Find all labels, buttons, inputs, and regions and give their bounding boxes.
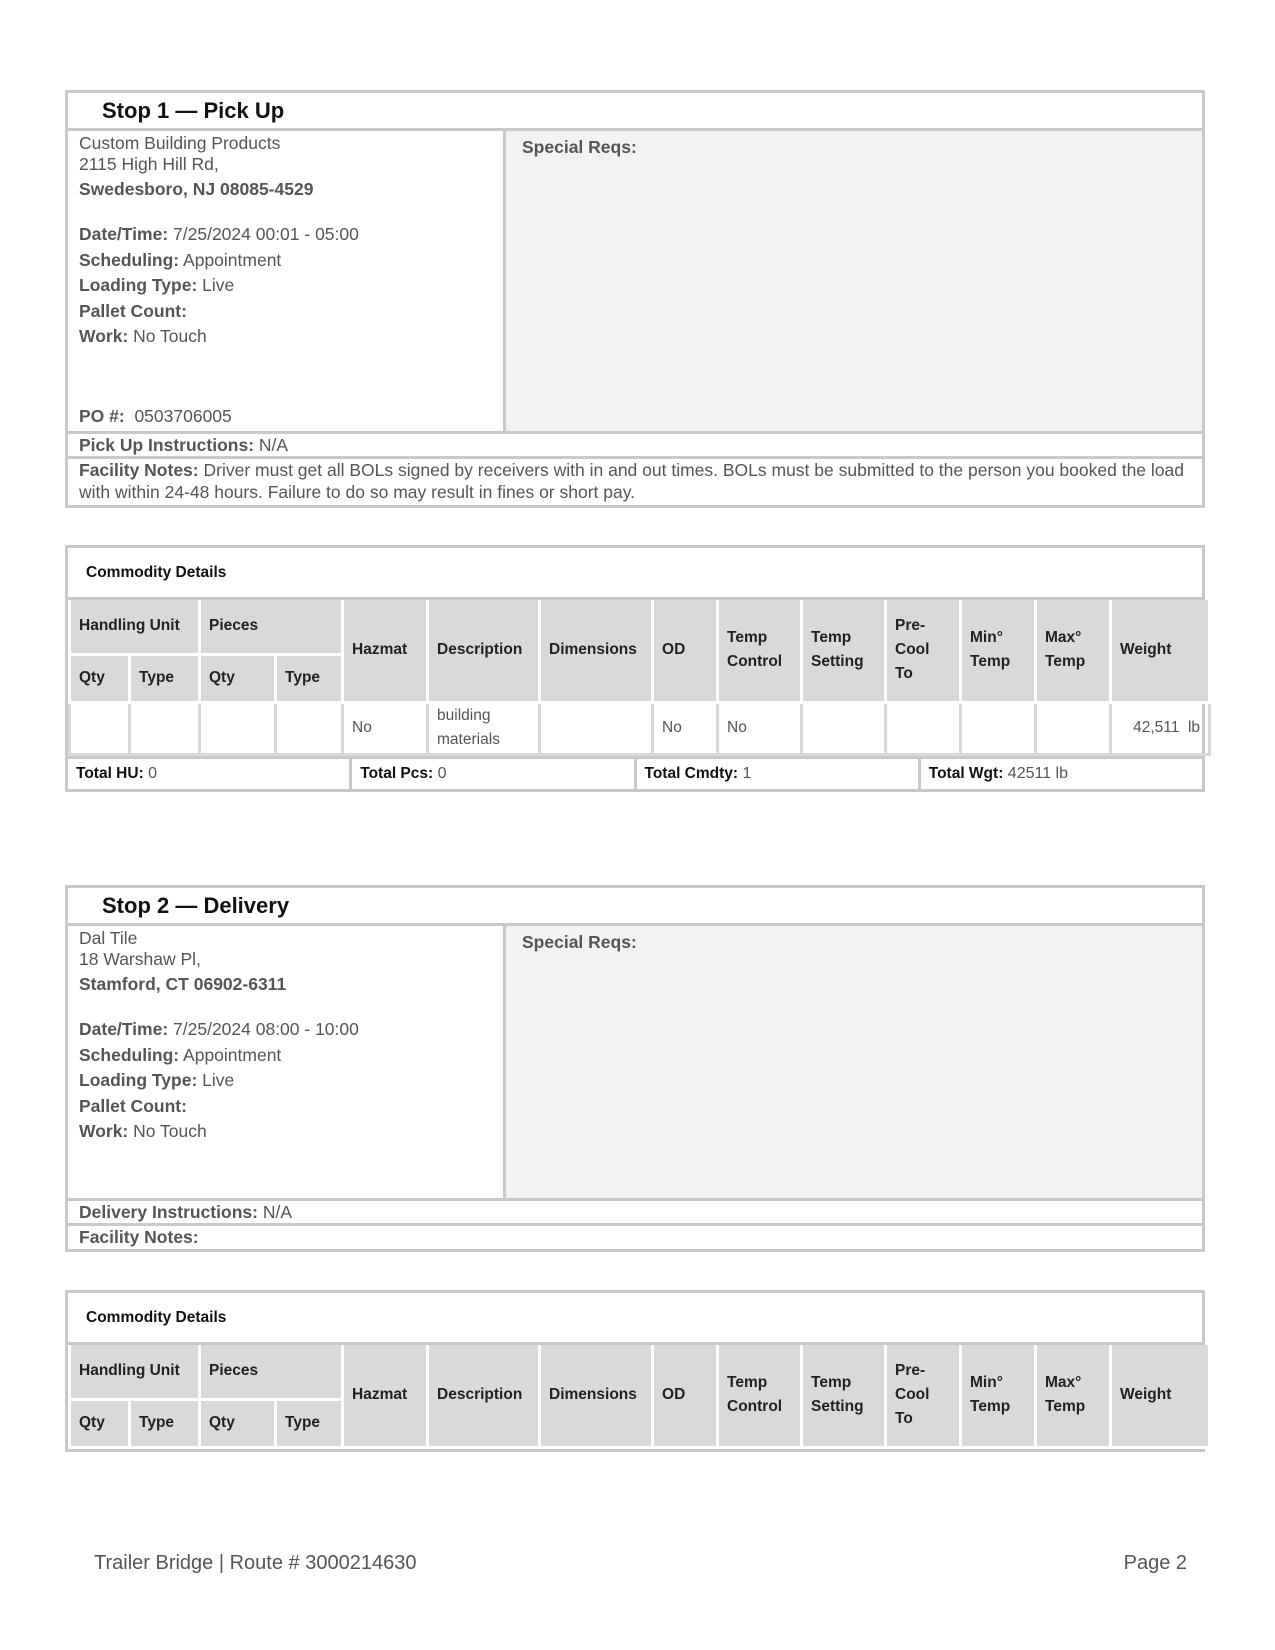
cell-min-temp [961, 702, 1036, 754]
header-hu-type: Type [130, 654, 200, 702]
cell-weight: 42,511 lb [1111, 702, 1210, 754]
stop-1-loading-type [79, 273, 493, 299]
cell-hu-qty [70, 702, 130, 754]
header-weight: Weight [1111, 1345, 1210, 1447]
stop-2-address-name: Dal Tile [79, 928, 138, 948]
header-pieces: Pieces [200, 1345, 343, 1399]
loading-type-value: Live [197, 275, 235, 295]
stop-2-pallet-count [79, 1094, 493, 1120]
scheduling-label: Scheduling: [79, 249, 180, 270]
header-max-temp: Max° Temp [1036, 600, 1111, 702]
po-value: 0503706005 [124, 406, 232, 426]
work-label: Work: [79, 1121, 129, 1141]
total-cmdty-value: 1 [738, 764, 752, 782]
stop-2-address-street: 18 Warshaw Pl, [79, 949, 201, 969]
datetime-value: 7/25/2024 08:00 - 10:00 [168, 1019, 359, 1039]
cell-temp-setting [802, 702, 886, 754]
instructions-label: Delivery Instructions: [79, 1202, 258, 1222]
stop-1-po-number [79, 405, 232, 427]
total-wgt-value: 42511 lb [1003, 764, 1069, 782]
facility-notes-label: Facility Notes: [79, 1227, 199, 1247]
header-temp-control: Temp Control [718, 1345, 802, 1447]
header-hu-qty: Qty [70, 654, 130, 702]
header-dimensions: Dimensions [540, 1345, 653, 1447]
header-precool: Pre-Cool To [886, 1345, 961, 1447]
stop-1-address-name: Custom Building Products [79, 133, 281, 153]
header-od: OD [653, 1345, 718, 1447]
commodity-title: Commodity Details [68, 548, 1202, 600]
scheduling-label: Scheduling: [79, 1044, 180, 1065]
total-hu [68, 759, 352, 789]
total-pcs-label: Total Pcs: [360, 764, 434, 782]
commodity-details-2 [65, 1290, 1205, 1452]
header-hazmat: Hazmat [343, 600, 428, 702]
stop-2-address-city: Stamford, CT 06902-6311 [79, 974, 287, 994]
total-wgt [921, 759, 1202, 789]
po-label: PO #: [79, 406, 125, 426]
facility-notes-value: Driver must get all BOLs signed by receivers with in and out times. BOLs must be submitted to the person you booked the load with within 24-48 hours. Failure to do so may result in fines or short pay. [79, 460, 1184, 502]
commodity-table [68, 1345, 1211, 1449]
scheduling-value: Appointment [179, 1044, 282, 1065]
total-cmdty-label: Total Cmdty: [644, 764, 739, 782]
total-wgt-label: Total Wgt: [928, 764, 1004, 782]
instructions-label: Pick Up Instructions: [79, 435, 255, 455]
stop-1-special-reqs: Special Reqs: [506, 131, 1202, 431]
header-handling-unit: Handling Unit [70, 1345, 200, 1399]
cell-hazmat: No [343, 702, 428, 754]
cell-od: No [653, 702, 718, 754]
cell-pcs-type [276, 702, 343, 754]
total-hu-value: 0 [143, 764, 158, 782]
header-min-temp: Min° Temp [961, 1345, 1036, 1447]
header-pcs-qty: Qty [200, 654, 276, 702]
stop-2-section [65, 885, 1205, 1252]
instructions-value: N/A [257, 1202, 292, 1222]
header-min-temp: Min° Temp [961, 600, 1036, 702]
stop-2-datetime [79, 1017, 493, 1043]
stop-1-facility-notes [68, 459, 1202, 503]
commodity-totals [68, 756, 1202, 789]
stop-1-work [79, 324, 493, 350]
header-hu-type: Type [130, 1399, 200, 1447]
cell-dimensions [540, 702, 653, 754]
cell-hu-type [130, 702, 200, 754]
header-hu-qty: Qty [70, 1399, 130, 1447]
stop-1-address-city: Swedesboro, NJ 08085-4529 [79, 179, 314, 199]
stop-2-title: Stop 2 — Delivery [68, 888, 1202, 926]
footer-page-number: Page 2 [1123, 1552, 1187, 1574]
header-temp-setting: Temp Setting [802, 1345, 886, 1447]
header-pcs-qty: Qty [200, 1399, 276, 1447]
facility-notes-label: Facility Notes: [79, 460, 199, 480]
pallet-count-label: Pallet Count: [79, 300, 187, 321]
stop-1-scheduling [79, 248, 493, 274]
commodity-details-1 [65, 545, 1205, 792]
stop-2-facility-notes [68, 1226, 1202, 1249]
header-dimensions: Dimensions [540, 600, 653, 702]
header-pcs-type: Type [276, 654, 343, 702]
stop-2-details [68, 926, 506, 1198]
loading-type-label: Loading Type: [79, 275, 198, 295]
stop-2-scheduling [79, 1043, 493, 1069]
loading-type-label: Loading Type: [79, 1070, 198, 1090]
stop-2-loading-type [79, 1068, 493, 1094]
cell-temp-control: No [718, 702, 802, 754]
header-temp-setting: Temp Setting [802, 600, 886, 702]
commodity-table [68, 600, 1211, 756]
work-value: No Touch [128, 1121, 207, 1141]
stop-2-special-reqs: Special Reqs: [506, 926, 1202, 1198]
datetime-label: Date/Time: [79, 224, 169, 244]
stop-1-instructions [68, 434, 1202, 459]
footer-route: Trailer Bridge | Route # 3000214630 [94, 1552, 417, 1574]
stop-2-instructions [68, 1201, 1202, 1226]
stop-1-address-street: 2115 High Hill Rd, [79, 154, 219, 174]
cell-precool [886, 702, 961, 754]
table-row [70, 702, 1210, 754]
loading-type-value: Live [197, 1070, 235, 1090]
pallet-count-label: Pallet Count: [79, 1095, 187, 1116]
datetime-value: 7/25/2024 00:01 - 05:00 [168, 224, 359, 244]
header-weight: Weight [1111, 600, 1210, 702]
header-max-temp: Max° Temp [1036, 1345, 1111, 1447]
header-precool: Pre-Cool To [886, 600, 961, 702]
work-label: Work: [79, 326, 129, 346]
stop-2-work [79, 1119, 493, 1145]
stop-1-section [65, 90, 1205, 508]
header-description: Description [428, 600, 540, 702]
header-temp-control: Temp Control [718, 600, 802, 702]
total-cmdty [637, 759, 921, 789]
cell-pcs-qty [200, 702, 276, 754]
header-pcs-type: Type [276, 1399, 343, 1447]
total-pcs-value: 0 [433, 764, 447, 782]
scheduling-value: Appointment [179, 249, 282, 270]
stop-1-title: Stop 1 — Pick Up [68, 93, 1202, 131]
instructions-value: N/A [254, 435, 289, 455]
cell-description: building materials [428, 702, 540, 754]
total-hu-label: Total HU: [76, 764, 144, 782]
work-value: No Touch [128, 326, 207, 346]
stop-1-details [68, 131, 506, 431]
header-hazmat: Hazmat [343, 1345, 428, 1447]
header-description: Description [428, 1345, 540, 1447]
stop-1-pallet-count [79, 299, 493, 325]
header-handling-unit: Handling Unit [70, 600, 200, 654]
header-od: OD [653, 600, 718, 702]
header-pieces: Pieces [200, 600, 343, 654]
commodity-title: Commodity Details [68, 1293, 1202, 1345]
cell-max-temp [1036, 702, 1111, 754]
datetime-label: Date/Time: [79, 1019, 169, 1039]
total-pcs [352, 759, 636, 789]
stop-1-datetime [79, 222, 493, 248]
